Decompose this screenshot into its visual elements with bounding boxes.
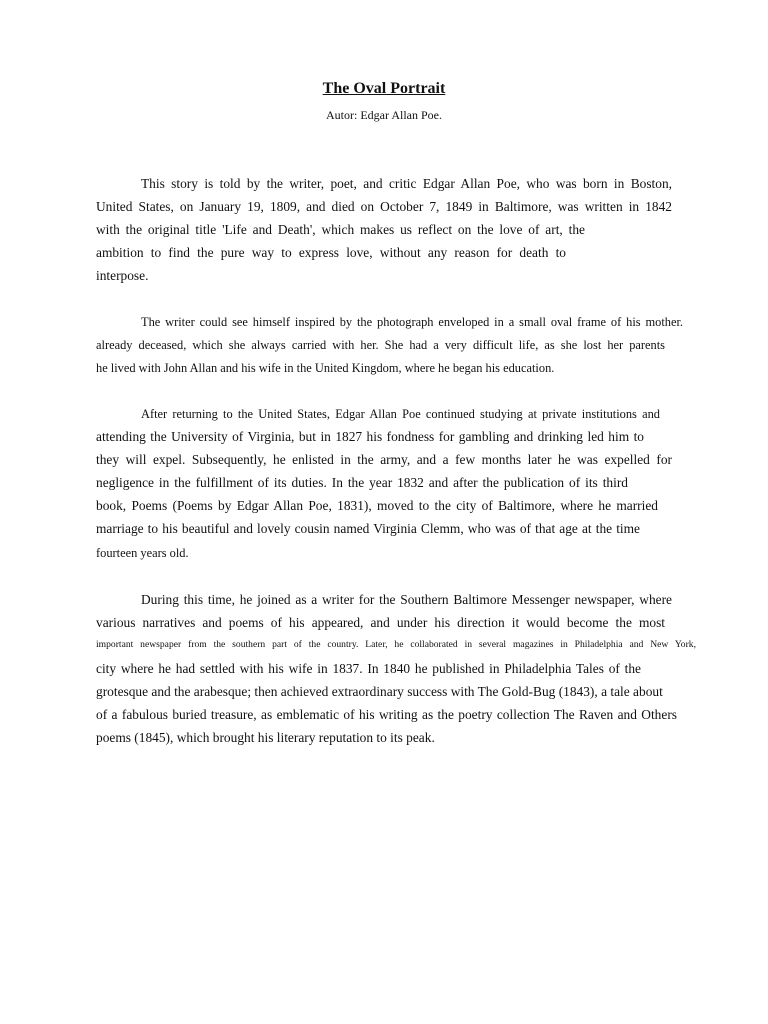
text-line: with the original title 'Life and Death', which makes us reflect on the love of art, the [96, 222, 585, 237]
text-line: book, Poems (Poems by Edgar Allan Poe, 1831), moved to the city of Baltimore, where he married [96, 498, 658, 513]
text-line: During this time, he joined as a writer for the Southern Baltimore Messenger newspaper, where [141, 592, 672, 607]
text-line: of a fabulous buried treasure, as emblematic of his writing as the poetry collection The Raven and Others [96, 707, 677, 722]
text-line: he lived with John Allan and his wife in the United Kingdom, where he began his education. [96, 361, 555, 375]
text-line: attending the University of Virginia, but in 1827 his fondness for gambling and drinking led him to [96, 429, 644, 444]
text-line: After returning to the United States, Edgar Allan Poe continued studying at private institutions and [141, 407, 660, 421]
document-author: Autor: Edgar Allan Poe. [326, 108, 442, 122]
text-line: United States, on January 19, 1809, and died on October 7, 1849 in Baltimore, was written in 1842 [96, 199, 672, 214]
text-line: various narratives and poems of his appeared, and under his direction it would become the most [96, 615, 665, 630]
document-title: The Oval Portrait [322, 80, 446, 97]
text-line: negligence in the fulfillment of its duties. In the year 1832 and after the publication of its third [96, 475, 628, 490]
text-line: The writer could see himself inspired by the photograph enveloped in a small oval frame of his mother. [141, 315, 683, 329]
text-line: important newspaper from the southern part of the country. Later, he collaborated in several magazines in Philadelphia and New York, [96, 639, 696, 650]
text-line: city where he had settled with his wife in 1837. In 1840 he published in Philadelphia Tales of the [96, 661, 641, 676]
text-line: marriage to his beautiful and lovely cousin named Virginia Clemm, who was of that age at the time [96, 521, 640, 536]
text-line: This story is told by the writer, poet, and critic Edgar Allan Poe, who was born in Boston, [141, 176, 672, 191]
text-line: ambition to find the pure way to express love, without any reason for death to [96, 245, 566, 260]
text-line: poems (1845), which brought his literary reputation to its peak. [96, 730, 435, 745]
text-line: already deceased, which she always carried with her. She had a very difficult life, as she lost her parents [96, 338, 665, 352]
text-line: interpose. [96, 268, 149, 283]
text-line: they will expel. Subsequently, he enlisted in the army, and a few months later he was expelled for [96, 452, 672, 467]
text-line: grotesque and the arabesque; then achieved extraordinary success with The Gold-Bug (1843), a tale about [96, 684, 663, 699]
text-line: fourteen years old. [96, 546, 189, 560]
